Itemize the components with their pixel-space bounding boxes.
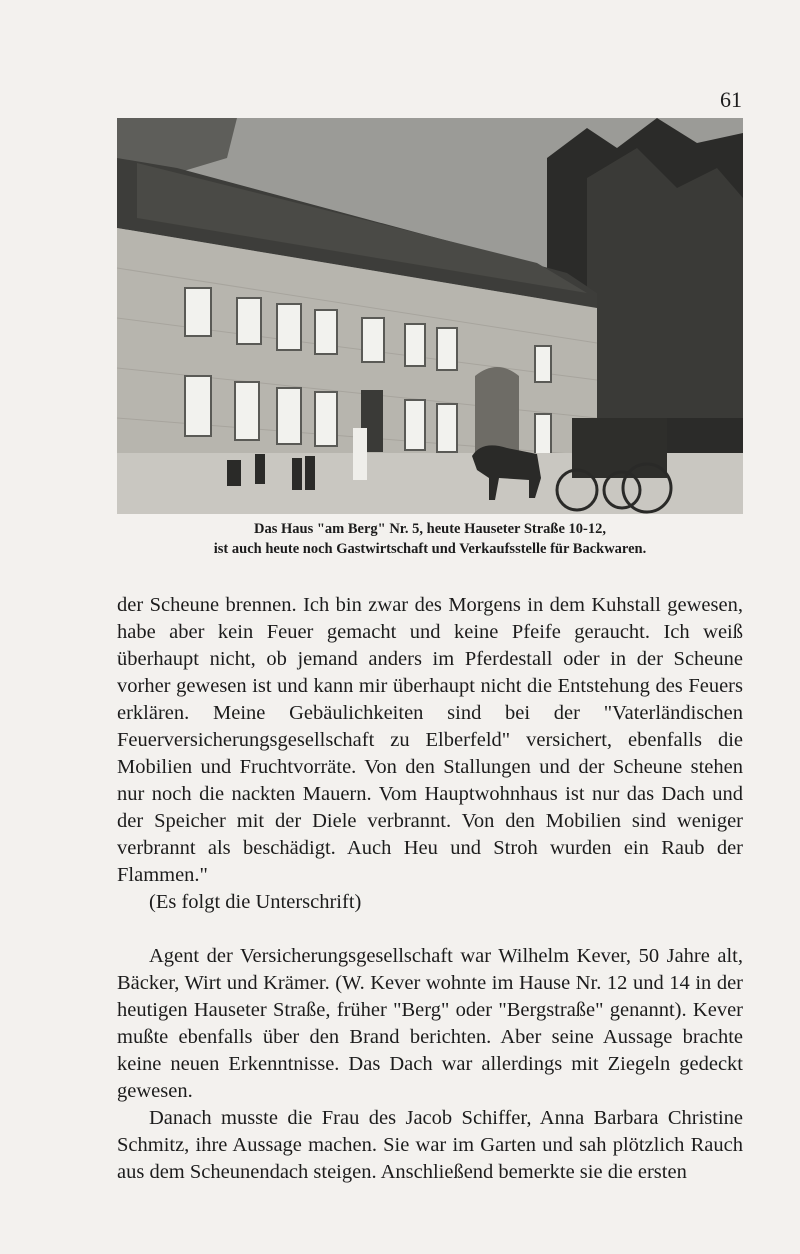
paragraph-1: der Scheune brennen. Ich bin zwar des Morgens in dem Kuhstall gewesen, habe aber kein Feuer gemacht und keine Pfeife geraucht. Ich weiß überhaupt nicht, ob jemand anders im Pferdestall oder in der Scheune vorher gewesen ist und kann mir überhaupt nicht die Entstehung des Feuers erklären. Meine Gebäulichkeiten sind bei der "Vaterländischen Feuerversicherungsgesellschaft zu Elberfeld" versichert, ebenfalls die Mobilien und Fruchtvorräte. Von den Stallungen und der Scheune stehen nur noch die nackten Mauern. Vom Hauptwohnhaus ist nur das Dach und der Speicher mit der Diele verbrannt. Von den Mobilien sind weniger verbrannt als beschädigt. Auch Heu und Stroh wurden ein Raub der Flammen." xyxy=(117,594,743,886)
paragraph-2: (Es folgt die Unterschrift) xyxy=(149,891,362,913)
caption-line-1: Das Haus "am Berg" Nr. 5, heute Hauseter Straße 10-12, xyxy=(254,521,606,537)
caption-line-2: ist auch heute noch Gastwirtschaft und Verkaufsstelle für Backwaren. xyxy=(213,541,647,557)
paragraph-4: Danach musste die Frau des Jacob Schiffer, Anna Barbara Christine Schmitz, ihre Aussage machen. Sie war im Garten und sah plötzlich Rauch aus dem Scheunendach steigen. Anschließend bemerkte sie die ersten xyxy=(117,1107,743,1183)
body-text xyxy=(117,592,743,1186)
photo-caption xyxy=(117,519,743,559)
page-number: 61 xyxy=(720,87,742,112)
photo-illustration xyxy=(117,118,743,514)
paragraph-3: Agent der Versicherungsgesellschaft war Wilhelm Kever, 50 Jahre alt, Bäcker, Wirt und Krämer. (W. Kever wohnte im Hause Nr. 12 und 14 in der heutigen Hauseter Straße, früher "Berg" oder "Bergstraße" genannt). Kever mußte ebenfalls über den Brand berichten. Aber seine Aussage brachte keine neuen Erkenntnisse. Das Dach war allerdings mit Ziegeln gedeckt gewesen. xyxy=(117,945,743,1102)
historic-photo xyxy=(117,118,743,514)
